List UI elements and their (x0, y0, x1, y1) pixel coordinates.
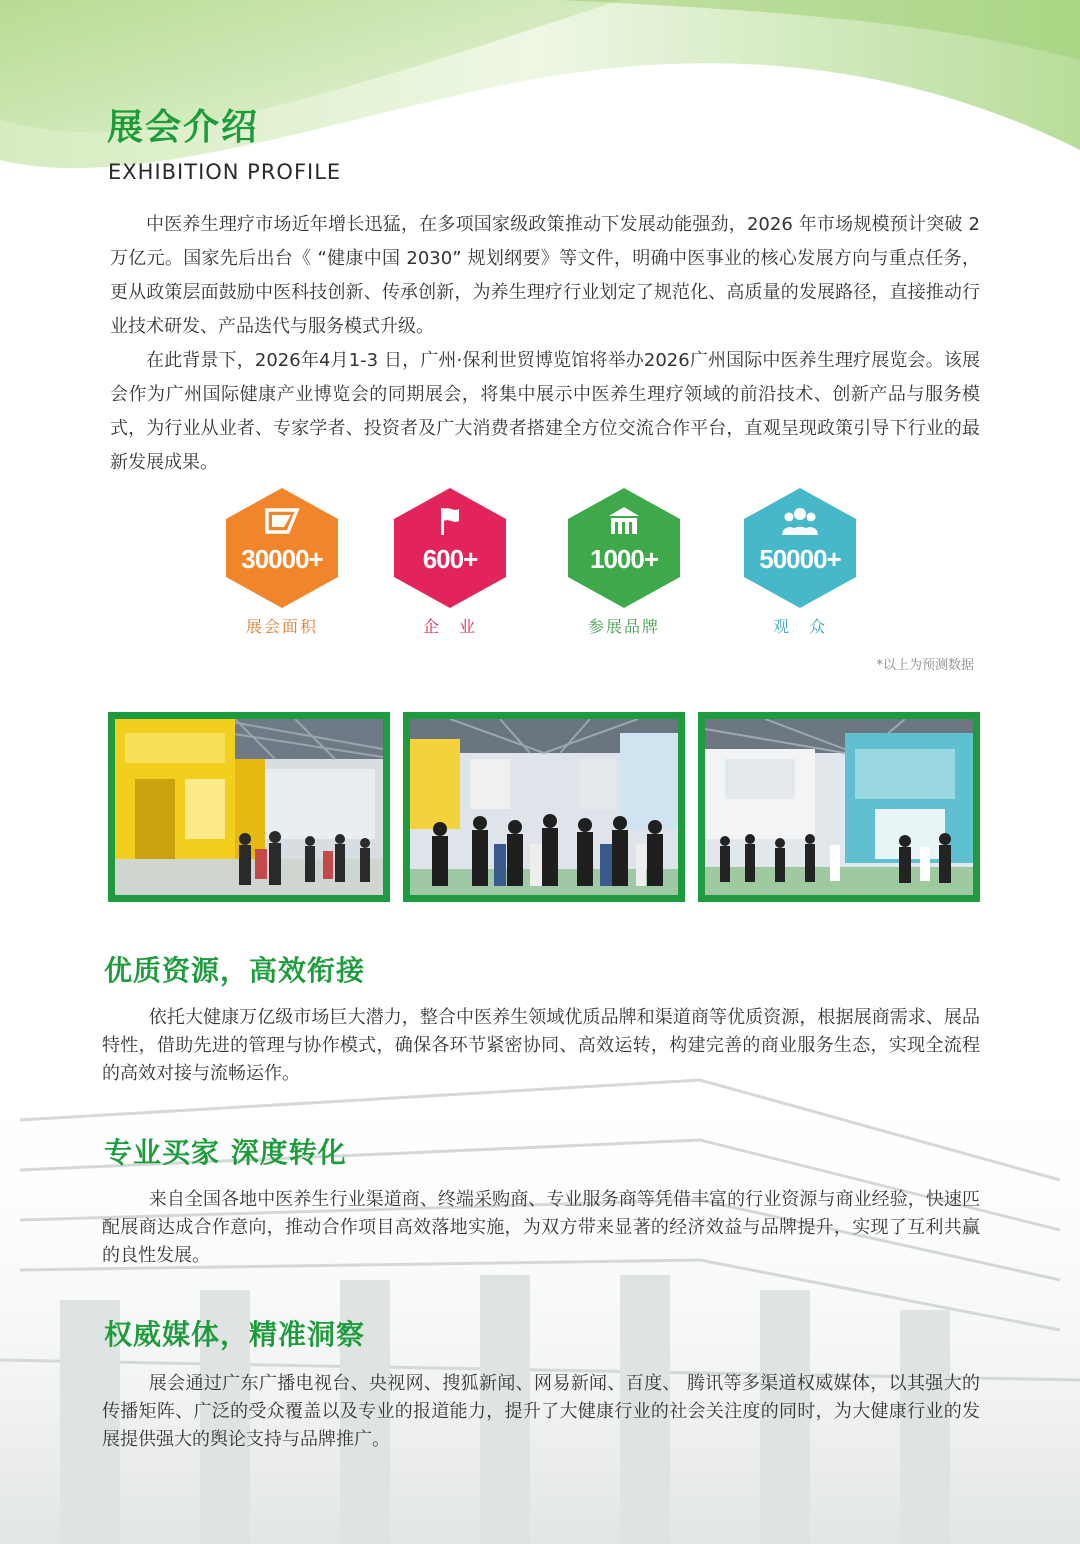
stats-row (0, 486, 1080, 646)
stat-companies (390, 486, 510, 636)
stat-label: 展会面积 (245, 617, 318, 636)
stat-value: 50000+ (759, 544, 841, 574)
section-text-resources: 依托大健康万亿级市场巨大潜力，整合中医养生领域优质品牌和渠道商等优质资源，根据展商需求、展品特性，借助先进的管理与协作模式，确保各环节紧密协同、高效运转，构建完善的商业服务生态，实现全流程的高效对接与流畅运作。 (102, 1007, 980, 1084)
stat-value: 30000+ (241, 544, 323, 574)
building-icon (606, 506, 642, 536)
forecast-note: *以上为预测数据 (876, 658, 974, 673)
section-text-media: 展会通过广东广播电视台、央视网、搜狐新闻、网易新闻、百度、 腾讯等多渠道权威媒体，以其强大的传播矩阵、广泛的受众覆盖以及专业的报道能力，提升了大健康行业的社会关注度的同时，为大健康行业的发展提供强大的舆论支持与品牌推广。 (102, 1373, 980, 1450)
audience-icon (782, 506, 818, 536)
section-title-resources: 优质资源，高效衔接 (104, 954, 366, 987)
intro-paragraph: 在此背景下，2026年4月1-3 日，广州·保利世贸博览馆将举办2026广州国际中医养生理疗展览会。该展会作为广州国际健康产业博览会的同期展会，将集中展示中医养生理疗领域的前沿技术、创新产品与服务模式，为行业从业者、专家学者、投资者及广大消费者搭建全方位交流合作平台，直观呈现政策引导下行业的最新发展成果。 (110, 350, 980, 473)
section-title-buyers: 专业买家 深度转化 (104, 1136, 347, 1169)
exhibition-hall-photo-2 (403, 712, 685, 902)
stat-label: 企 业 (422, 617, 477, 636)
stat-value: 1000+ (589, 544, 659, 574)
page-subtitle: EXHIBITION PROFILE (108, 160, 342, 184)
floor-area-icon (264, 506, 300, 536)
stat-label: 参展品牌 (587, 617, 660, 636)
exhibition-hall-photo-3 (698, 712, 980, 902)
page-title: 展会介绍 (107, 107, 260, 148)
stat-brands (564, 486, 684, 636)
intro-paragraph: 中医养生理疗市场近年增长迅猛，在多项国家级政策推动下发展动能强劲，2026 年市场规模预计突破 2 万亿元。国家先后出台《 “健康中国 2030” 规划纲要》等文件，明确中医事业的核心发展方向与重点任务，更从政策层面鼓励中医科技创新、传承创新，为养生理疗行业划定了规范化、高质量的发展路径，直接推动行业技术研发、产品迭代与服务模式升级。 (110, 214, 980, 337)
building-watermark (0, 1060, 1080, 1544)
stat-floor-area (222, 486, 342, 636)
stat-label: 观 众 (772, 617, 827, 636)
section-title-media: 权威媒体，精准洞察 (104, 1318, 366, 1351)
flag-icon (432, 506, 468, 536)
stat-value: 600+ (422, 544, 478, 574)
section-text-buyers: 来自全国各地中医养生行业渠道商、终端采购商、专业服务商等凭借丰富的行业资源与商业经验，快速匹配展商达成合作意向，推动合作项目高效落地实施，为双方带来显著的经济效益与品牌提升，实现了互利共赢的良性发展。 (102, 1189, 980, 1266)
intro-text (110, 208, 980, 480)
photo-gallery (108, 712, 980, 904)
exhibition-hall-photo-1 (108, 712, 390, 902)
stat-audience (740, 486, 860, 636)
